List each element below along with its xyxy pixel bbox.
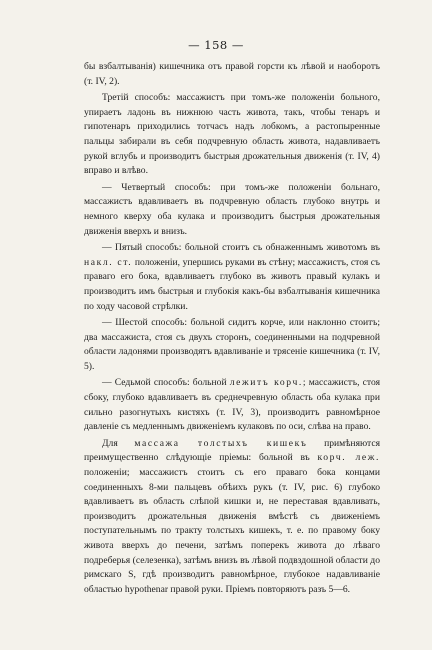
paragraph-method-7 [84, 376, 380, 434]
text-run: Для [102, 437, 135, 449]
text-run: примѣняются преимущественно слѣдующіе пріемы: больной въ [84, 437, 381, 464]
paragraph-method-6: — Шестой способъ: больной сидитъ корче, или наклонно стоитъ; два массажиста, стоя съ двухъ сторонъ, соединенными на подчревной области ладонями производятъ вдавливаніе и трясеніе кишечника (т. IV, 5). [84, 317, 380, 372]
paragraph-method-4: — Четвертый способъ: при томъ-же положеніи больнаго, массажистъ вдавливаетъ въ подчревную область глубоко внутрь и немного кверху оба кулака и производитъ быстрыя дрожательныя движенія вверхъ и внизъ. [84, 181, 380, 237]
spaced-term: накл. ст. [84, 256, 133, 268]
paragraph-large-intestine-massage [84, 437, 380, 598]
spaced-term: лежитъ корч. [229, 377, 303, 389]
spaced-term: корч. леж. [317, 452, 380, 464]
text-run: ; массажистъ, стоя сбоку, глубоко вдавливаетъ въ среднечревную область оба кулака при сильно разогнутыхъ кистяхъ (т. IV, 3), производитъ равномѣрное давленіе съ медленнымъ движеніемъ кулаковъ по оси, слѣва на право. [84, 377, 381, 433]
paragraph-method-5 [84, 241, 380, 314]
paragraph-continuation: бы взбалтыванія) кишечника отъ правой горсти къ лѣвой и наоборотъ (т. IV, 2). [84, 61, 380, 87]
text-run: — Седьмой способъ: больной [102, 377, 230, 389]
paragraph-method-3: Третій способъ: массажистъ при томъ-же положеніи больного, упираетъ ладонь въ нижнюю часть живота, такъ, чтобы тенаръ и гипотенаръ приходились тотчасъ надъ лобкомъ, а растопыренные пальцы забирали въ себя подчревную область живота, надавливаетъ рукой вглубь и производитъ быстрыя дрожательныя движенія (т. IV, 4) вправо и влѣво. [84, 92, 380, 177]
spaced-term: массажа толстыхъ кишекъ [134, 437, 308, 449]
text-run: — Пятый способъ: больной стоитъ съ обнаженнымъ животомъ въ [102, 242, 380, 254]
page-number: — 158 — [188, 38, 244, 52]
text-run: положеніи; массажистъ стоитъ съ его праваго бока концами соединенныхъ 8-ми пальцевъ обѣихъ рукъ (т. IV, рис. 6) глубоко вдавливаетъ въ область слѣпой кишки и, не переставая вдавливать, производитъ дрожательныя движенія вмѣстѣ съ движеніемъ поступательнымъ по тракту толстыхъ кишекъ, т. е. по правому боку живота вверхъ до печени, затѣмъ поперекъ живота до лѣваго подреберья (селезенка), затѣмъ внизъ въ лѣвой подвздошной области до римскаго S, гдѣ производитъ равномѣрное, глубокое надавливаніе областью hypothenar правой руки. Пріемъ повторяютъ разъ 5—6. [84, 467, 380, 595]
text-run: положеніи, упершись руками въ стѣну; массажистъ, стоя съ праваго его бока, вдавливаетъ глубоко въ животъ правый кулакъ и производитъ имъ быстрыя и глубокія какъ-бы взбалтыванія кишечника по ходу часовой стрѣлки. [84, 256, 380, 312]
body-text [84, 60, 380, 599]
